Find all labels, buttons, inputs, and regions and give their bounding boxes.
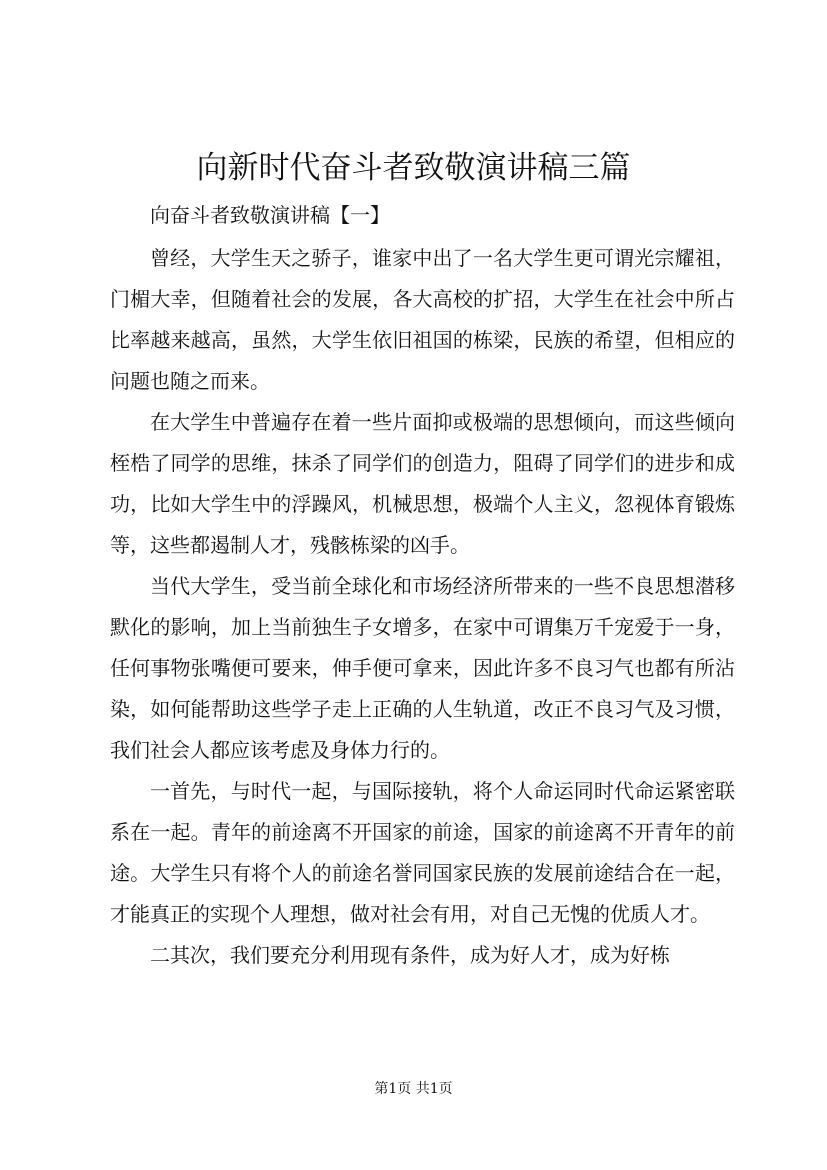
document-body [110, 238, 735, 976]
document-title: 向新时代奋斗者致敬演讲稿三篇 [196, 150, 631, 186]
paragraph-3: 当代大学生，受当前全球化和市场经济所带来的一些不良思想潜移默化的影响，加上当前独生子女增多，在家中可谓集万千宠爱于一身，任何事物张嘴便可要来，伸手便可拿来，因此许多不良习气也都有所沾染，如何能帮助这些学子走上正确的人生轨道，改正不良习气及习惯，我们社会人都应该考虑及身体力行的。 [110, 574, 735, 762]
page-footer: 第1页 共1页 [374, 1081, 453, 1097]
section-heading: 向奋斗者致敬演讲稿【一】 [150, 203, 390, 227]
paragraph-2: 在大学生中普遍存在着一些片面抑或极端的思想倾向，而这些倾向桎梏了同学的思维，抹杀了同学们的创造力，阻碍了同学们的进步和成功，比如大学生中的浮躁风，机械思想，极端个人主义，忽视体育锻炼等，这些都遏制人才，残骸栋梁的凶手。 [110, 410, 735, 557]
paragraph-4: 一首先，与时代一起，与国际接轨，将个人命运同时代命运紧密联系在一起。青年的前途离不开国家的前途，国家的前途离不开青年的前途。大学生只有将个人的前途名誉同国家民族的发展前途结合在一起，才能真正的实现个人理想，做对社会有用，对自己无愧的优质人才。 [110, 779, 735, 926]
paragraph-5: 二其次，我们要充分利用现有条件，成为好人才，成为好栋 [150, 943, 670, 967]
paragraph-1: 曾经，大学生天之骄子，谁家中出了一名大学生更可谓光宗耀祖，门楣大幸，但随着社会的发展，各大高校的扩招，大学生在社会中所占比率越来越高，虽然，大学生依旧祖国的栋梁，民族的希望，但相应的问题也随之而来。 [110, 246, 735, 393]
